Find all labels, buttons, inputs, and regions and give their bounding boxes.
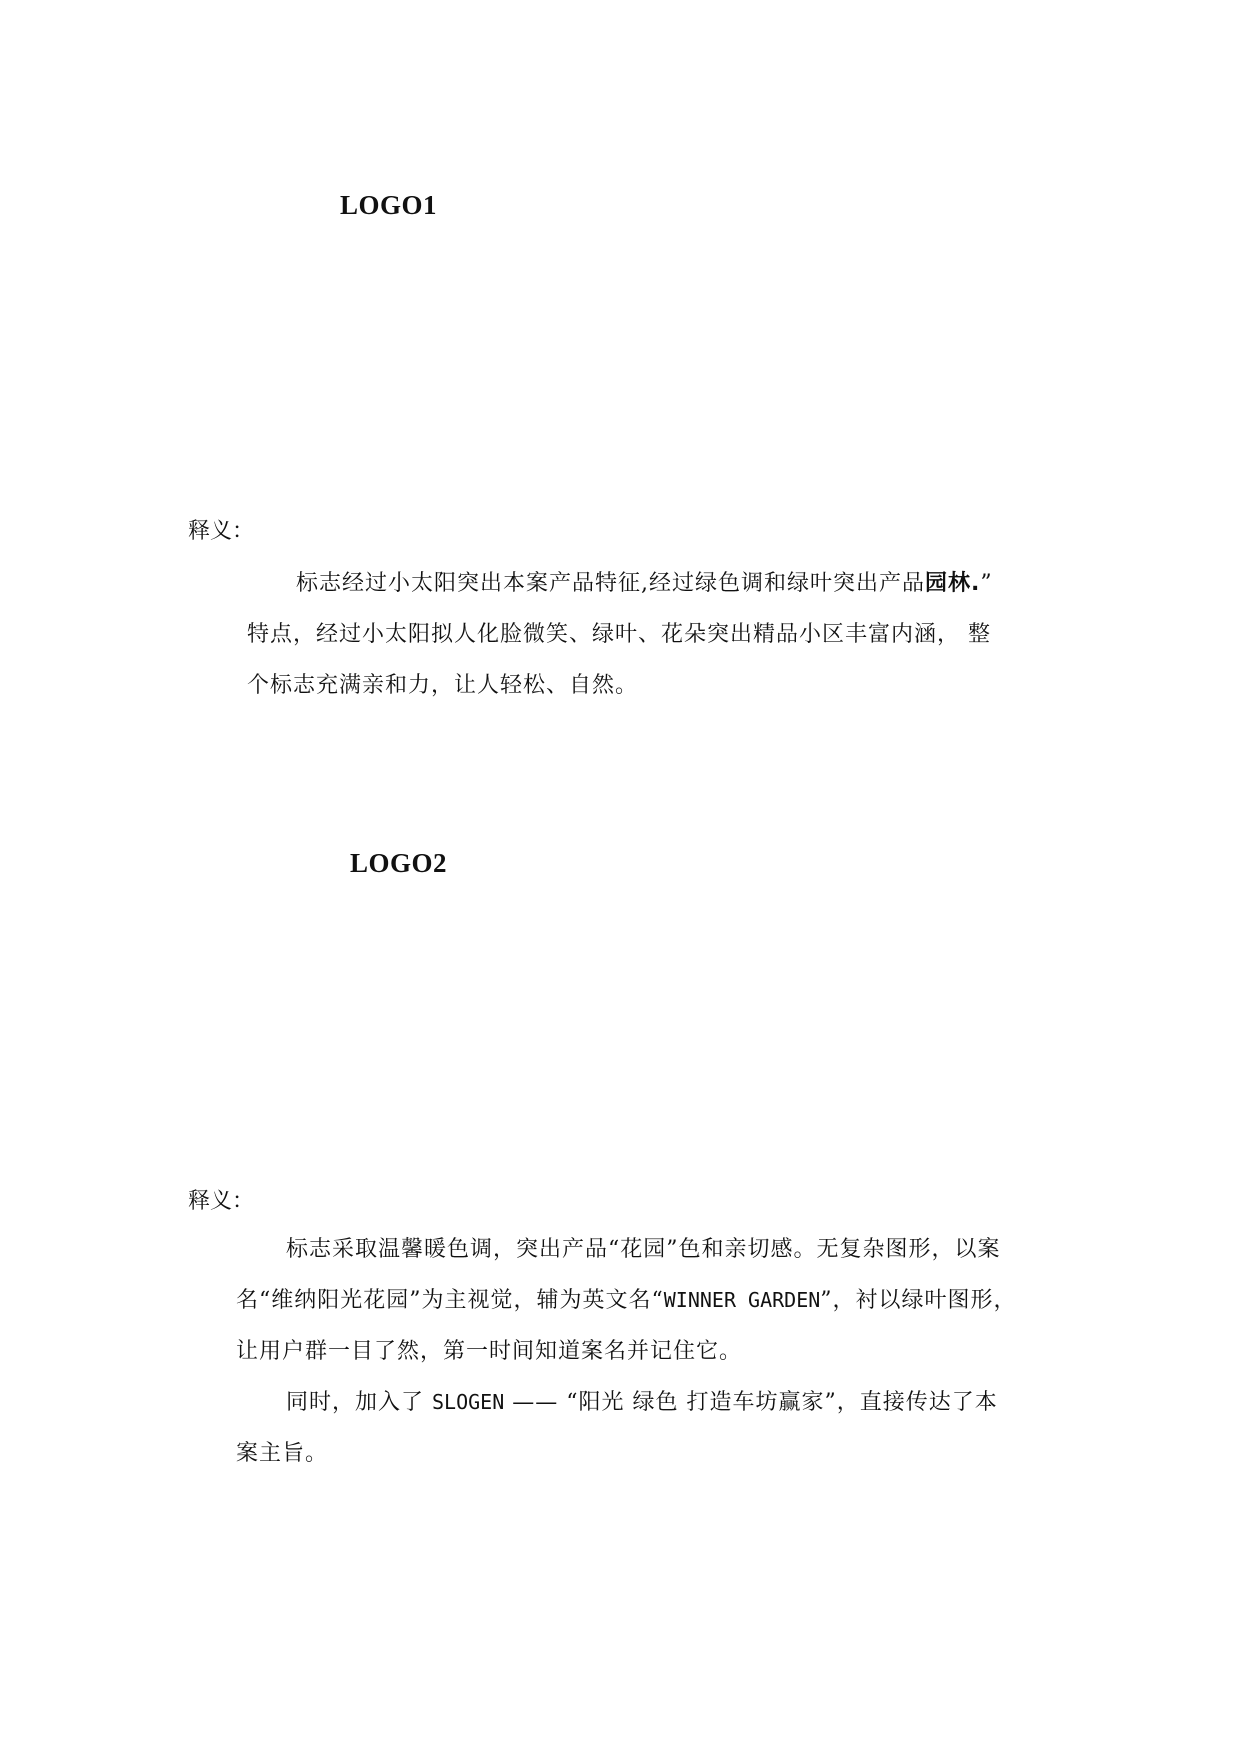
logo2-explanation-line-4	[286, 1385, 998, 1416]
logo2-line4-text: 同时，加入了	[286, 1390, 432, 1415]
logo1-explanation-line-1	[296, 566, 993, 597]
logo2-line4-slogen: SLOGEN	[432, 1390, 505, 1414]
logo2-explanation-line-2	[236, 1283, 1017, 1314]
logo2-line2-english-name: WINNER GARDEN	[663, 1288, 821, 1312]
logo2-line2-text-end: ”，衬以绿叶图形，	[820, 1288, 1017, 1313]
logo1-explanation-line-3: 个标志充满亲和力，让人轻松、自然。	[247, 673, 639, 698]
logo2-heading: LOGO2	[350, 848, 448, 878]
logo2-explanation-label: 释义：	[188, 1189, 255, 1214]
logo1-line1-quote: ”	[980, 571, 993, 596]
logo2-explanation-line-1: 标志采取温馨暖色调，突出产品“花园”色和亲切感。无复杂图形，以案	[286, 1237, 1001, 1262]
logo1-heading: LOGO1	[340, 190, 438, 220]
logo1-line1-bold: 园林.	[925, 571, 981, 596]
logo1-explanation-line-2: 特点，经过小太阳拟人化脸微笑、绿叶、花朵突出精品小区丰富内涵， 整	[247, 622, 991, 647]
logo2-line4-text-end: —— “阳光 绿色 打造车坊赢家”，直接传达了本	[504, 1390, 998, 1415]
logo2-explanation-line-3: 让用户群一目了然，第一时间知道案名并记住它。	[236, 1339, 743, 1364]
logo2-explanation-line-5: 案主旨。	[236, 1441, 329, 1466]
logo1-line1-text: 标志经过小太阳突出本案产品特征,经过绿色调和绿叶突出产品	[296, 571, 925, 596]
logo1-explanation-label: 释义：	[188, 519, 255, 544]
logo2-line2-text: 名“维纳阳光花园”为主视觉，辅为英文名“	[236, 1288, 664, 1313]
